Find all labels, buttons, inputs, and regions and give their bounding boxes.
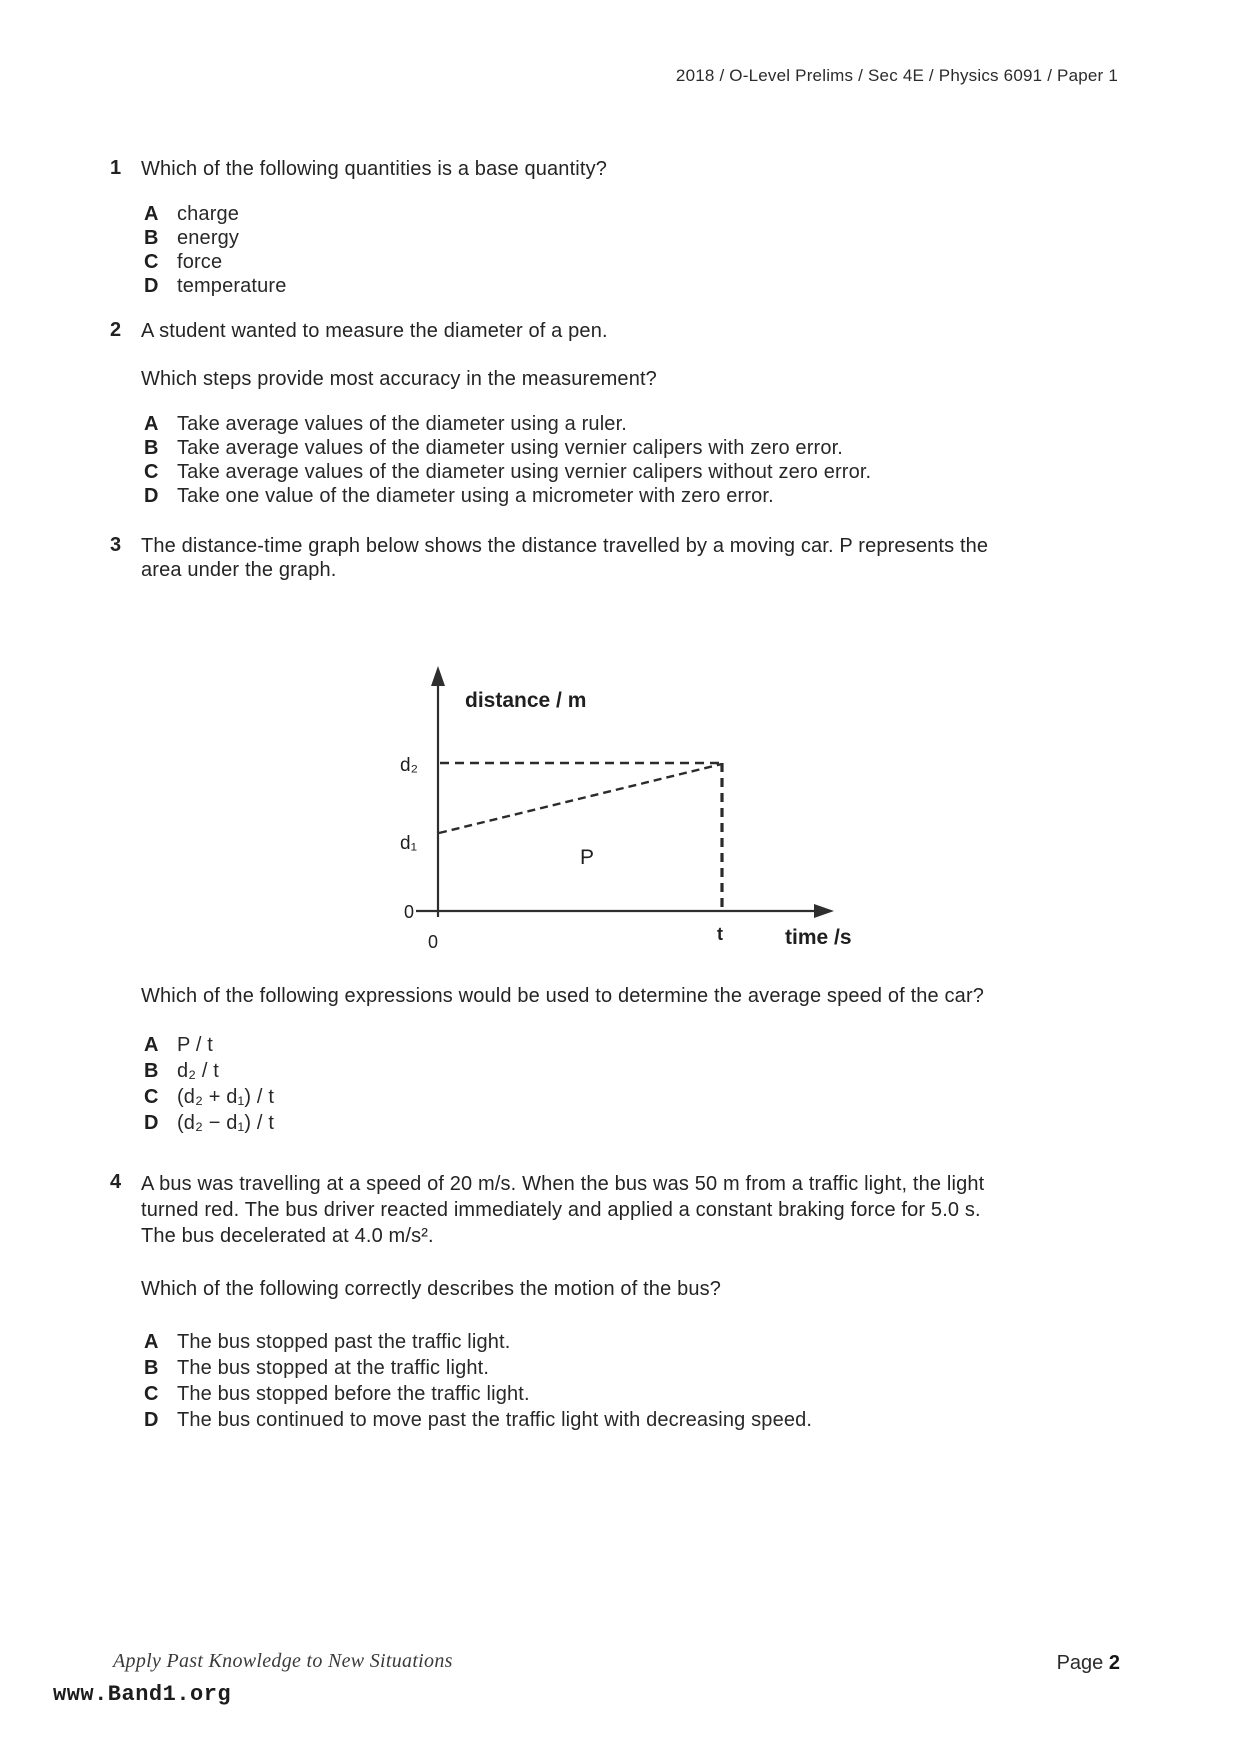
x-axis-arrow-icon (814, 904, 834, 918)
option-text: Take average values of the diameter using a ruler. (177, 413, 627, 435)
origin-tick-label: 0 (428, 932, 439, 952)
y-axis-arrow-icon (431, 666, 445, 686)
question-2-stem (141, 319, 608, 343)
option-letter: D (144, 1409, 159, 1431)
option-text: force (177, 251, 223, 273)
stem-line: turned red. The bus driver reacted immediately and applied a constant braking force for 5.0 s. (141, 1199, 981, 1221)
x-axis-label: time /s (785, 926, 852, 949)
option-text: Take one value of the diameter using a micrometer with zero error. (177, 485, 774, 507)
d2-tick-label: d₂ (400, 755, 418, 776)
footer-page-indicator (1057, 1652, 1120, 1675)
option-row (144, 202, 286, 226)
option-text: Take average values of the diameter using vernier calipers without zero error. (177, 461, 872, 483)
question-4-number: 4 (110, 1171, 122, 1193)
option-letter: C (144, 1383, 159, 1405)
option-letter: C (144, 1086, 159, 1108)
question-4-question: Which of the following correctly describes the motion of the bus? (141, 1278, 722, 1300)
option-text: d₂ / t (177, 1060, 220, 1082)
stem-line: The bus decelerated at 4.0 m/s². (141, 1225, 434, 1247)
option-row (144, 1355, 812, 1381)
y-axis-label: distance / m (465, 689, 587, 712)
stem-line: Which of the following quantities is a base quantity? (141, 158, 607, 180)
option-text: (d₂ + d₁) / t (177, 1086, 275, 1108)
page-header: 2018 / O-Level Prelims / Sec 4E / Physics 6091 / Paper 1 (675, 66, 1118, 85)
option-row (144, 1058, 274, 1084)
option-row (144, 250, 286, 274)
page-number: 2 (1108, 1652, 1120, 1674)
distance-time-graph (366, 602, 866, 962)
question-1-options (144, 202, 286, 298)
option-row (144, 274, 286, 298)
option-letter: D (144, 1112, 159, 1134)
option-row (144, 1329, 812, 1355)
option-letter: A (144, 413, 159, 435)
t-tick-label: t (717, 924, 723, 944)
option-text: temperature (177, 275, 287, 297)
option-letter: A (144, 203, 159, 225)
question-4-stem (141, 1171, 984, 1249)
option-text: The bus stopped before the traffic light. (177, 1383, 530, 1405)
option-text: energy (177, 227, 240, 249)
question-3-question: Which of the following expressions would be used to determine the average speed of the car? (141, 985, 985, 1007)
option-text: (d₂ − d₁) / t (177, 1112, 275, 1134)
option-row (144, 1407, 812, 1433)
option-letter: A (144, 1331, 159, 1353)
stem-line: A student wanted to measure the diameter of a pen. (141, 320, 608, 342)
option-letter: D (144, 485, 159, 507)
question-1-stem (141, 157, 607, 181)
question-2-question: Which steps provide most accuracy in the measurement? (141, 368, 657, 390)
option-row (144, 1032, 274, 1058)
question-1-number: 1 (110, 157, 122, 179)
option-row (144, 412, 871, 436)
website-watermark: www.Band1.org (53, 1682, 232, 1707)
option-text: charge (177, 203, 240, 225)
area-region-label: P (580, 846, 595, 869)
page-label: Page (1056, 1652, 1104, 1674)
stem-line: The distance-time graph below shows the distance travelled by a moving car. P represents the (141, 535, 989, 557)
option-row (144, 460, 871, 484)
option-row (144, 226, 286, 250)
option-letter: B (144, 227, 159, 249)
stem-line: A bus was travelling at a speed of 20 m/s. When the bus was 50 m from a traffic light, the light (141, 1173, 985, 1195)
option-text: The bus continued to move past the traffic light with decreasing speed. (177, 1409, 813, 1431)
option-letter: C (144, 461, 159, 483)
option-text: Take average values of the diameter using vernier calipers with zero error. (177, 437, 844, 459)
option-text: The bus stopped past the traffic light. (177, 1331, 511, 1353)
option-row (144, 1381, 812, 1407)
question-3-options (144, 1032, 274, 1136)
option-row (144, 1084, 274, 1110)
question-3-number: 3 (110, 534, 122, 556)
option-letter: B (144, 1357, 159, 1379)
distance-line (439, 764, 722, 833)
option-text: The bus stopped at the traffic light. (177, 1357, 490, 1379)
option-text: P / t (177, 1034, 213, 1056)
option-letter: B (144, 437, 159, 459)
option-letter: D (144, 275, 159, 297)
question-2-number: 2 (110, 319, 122, 341)
zero-y-tick-label: 0 (404, 902, 415, 922)
option-row (144, 436, 871, 460)
stem-line: area under the graph. (141, 559, 337, 581)
question-4-options (144, 1329, 812, 1433)
d1-tick-label: d₁ (400, 833, 417, 854)
distance-time-graph-figure (366, 602, 866, 967)
question-2-options (144, 412, 871, 508)
footer-motto: Apply Past Knowledge to New Situations (113, 1650, 453, 1672)
option-letter: C (144, 251, 159, 273)
option-row (144, 1110, 274, 1136)
option-letter: A (144, 1034, 159, 1056)
option-letter: B (144, 1060, 159, 1082)
question-3-stem (141, 534, 988, 582)
option-row (144, 484, 871, 508)
